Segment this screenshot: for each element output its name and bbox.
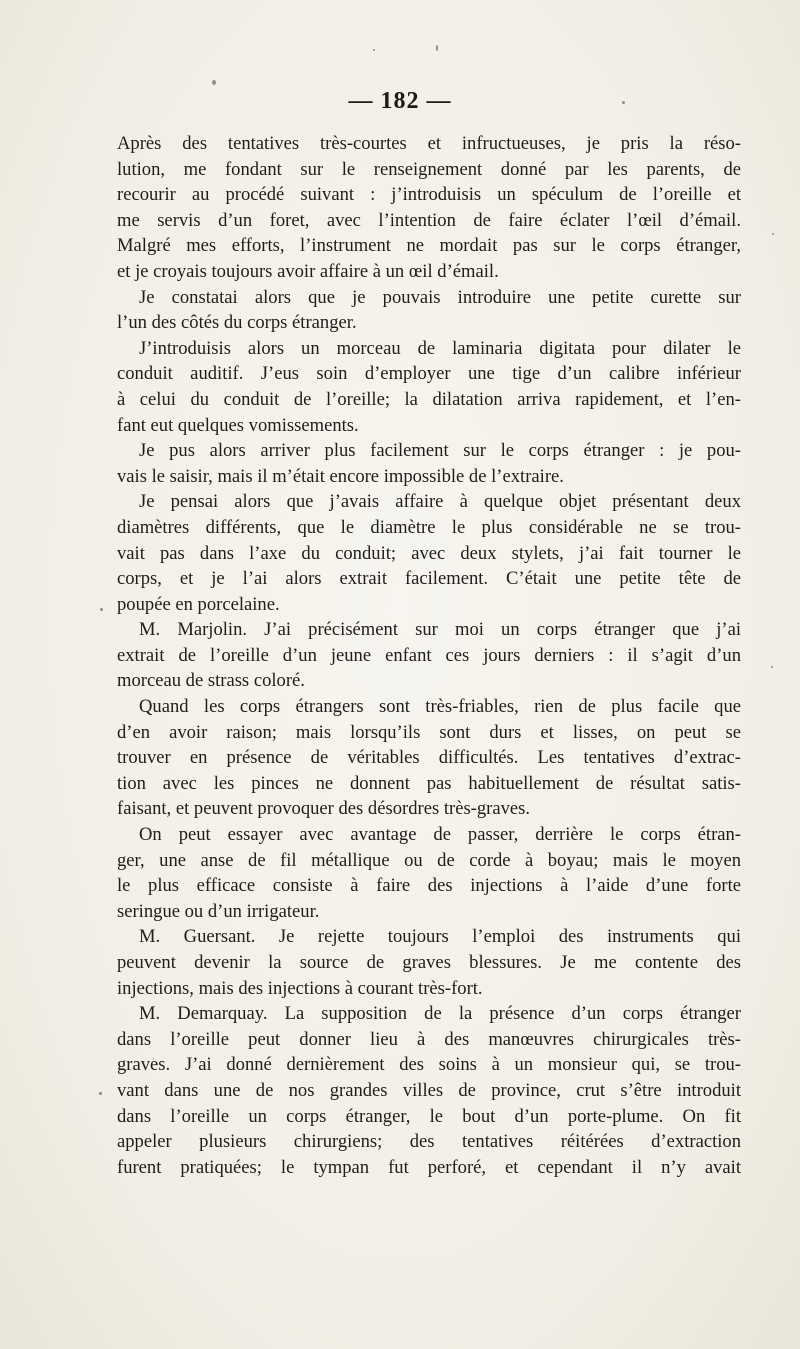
page-number: — 182 — xyxy=(348,88,452,114)
text-line: M. Marjolin. J’ai précisément sur moi un corps étranger que j’ai xyxy=(139,619,741,641)
text-line: morceau de strass coloré. xyxy=(117,670,305,692)
text-line: dans l’oreille un corps étranger, le bout d’un porte-plume. On fit xyxy=(117,1105,741,1127)
text-line: Malgré mes efforts, l’instrument ne mordait pas sur le corps étranger, xyxy=(117,235,741,257)
scan-speck xyxy=(436,45,438,51)
text-line: dans l’oreille peut donner lieu à des manœuvres chirurgicales très- xyxy=(117,1028,741,1050)
text-line: ger, une anse de fil métallique ou de corde à boyau; mais le moyen xyxy=(117,849,741,871)
text-line: Après des tentatives très-courtes et infructueuses, je pris la réso- xyxy=(117,133,741,154)
text-line: seringue ou d’un irrigateur. xyxy=(117,900,320,922)
text-line: corps, et je l’ai alors extrait facilement. C’était une petite tête de xyxy=(117,568,741,590)
text-line: trouver en présence de véritables difficultés. Les tentatives d’extrac- xyxy=(117,747,741,769)
text-line: d’en avoir raison; mais lorsqu’ils sont durs et lisses, on peut se xyxy=(117,721,741,743)
scan-speck xyxy=(771,666,773,668)
text-line: et je croyais toujours avoir affaire à un œil d’émail. xyxy=(117,260,499,282)
scan-speck xyxy=(212,80,216,85)
text-line: Je constatai alors que je pouvais introduire une petite curette sur xyxy=(139,286,741,308)
text-line: tion avec les pinces ne donnent pas habituellement de résultat satis- xyxy=(117,772,741,794)
text-line: extrait de l’oreille d’un jeune enfant ces jours derniers : il s’agit d’un xyxy=(117,644,741,666)
text-line: l’un des côtés du corps étranger. xyxy=(117,312,357,334)
text-line: faisant, et peuvent provoquer des désordres très-graves. xyxy=(117,798,531,820)
body-text xyxy=(117,131,741,1180)
text-line: M. Guersant. Je rejette toujours l’emploi des instruments qui xyxy=(139,926,741,948)
text-line: J’introduisis alors un morceau de laminaria digitata pour dilater le xyxy=(139,337,741,359)
text-line: vant dans une de nos grandes villes de province, crut s’être introduit xyxy=(117,1079,741,1101)
text-line: recourir au procédé suivant : j’introduisis un spéculum de l’oreille et xyxy=(117,184,741,206)
text-line: le plus efficace consiste à faire des injections à l’aide d’une forte xyxy=(117,875,741,897)
text-line: appeler plusieurs chirurgiens; des tentatives réitérées d’extraction xyxy=(117,1131,741,1153)
scan-speck xyxy=(373,49,375,51)
scan-speck xyxy=(99,1092,102,1095)
text-line: conduit auditif. J’eus soin d’employer une tige d’un calibre inférieur xyxy=(117,363,741,385)
text-line: Je pensai alors que j’avais affaire à quelque objet présentant deux xyxy=(139,491,741,513)
scan-speck xyxy=(622,101,625,104)
text-line: diamètres différents, que le diamètre le plus considérable ne se trou- xyxy=(117,516,741,538)
text-line: M. Demarquay. La supposition de la présence d’un corps étranger xyxy=(139,1003,741,1025)
scan-speck xyxy=(100,608,103,611)
text-line: On peut essayer avec avantage de passer, derrière le corps étran- xyxy=(139,824,741,846)
scan-speck xyxy=(772,233,774,235)
text-line: vais le saisir, mais il m’était encore impossible de l’extraire. xyxy=(117,465,564,487)
text-line: à celui du conduit de l’oreille; la dilatation arriva rapidement, et l’en- xyxy=(117,388,741,410)
text-line: fant eut quelques vomissements. xyxy=(117,414,359,436)
text-line: Quand les corps étrangers sont très-friables, rien de plus facile que xyxy=(139,696,741,718)
text-line: lution, me fondant sur le renseignement donné par les parents, de xyxy=(117,158,741,180)
text-line: poupée en porcelaine. xyxy=(117,593,280,615)
text-line: graves. J’ai donné dernièrement des soins à un monsieur qui, se trou- xyxy=(117,1054,741,1076)
text-line: injections, mais des injections à courant très-fort. xyxy=(117,977,483,999)
text-line: Je pus alors arriver plus facilement sur le corps étranger : je pou- xyxy=(139,440,741,462)
text-line: furent pratiquées; le tympan fut perforé, et cependant il n’y avait xyxy=(117,1156,741,1178)
text-line: me servis d’un foret, avec l’intention de faire éclater l’œil d’émail. xyxy=(117,209,741,231)
text-line: peuvent devenir la source de graves blessures. Je me contente des xyxy=(117,952,741,973)
text-line: vait pas dans l’axe du conduit; avec deux stylets, j’ai fait tourner le xyxy=(117,542,741,564)
